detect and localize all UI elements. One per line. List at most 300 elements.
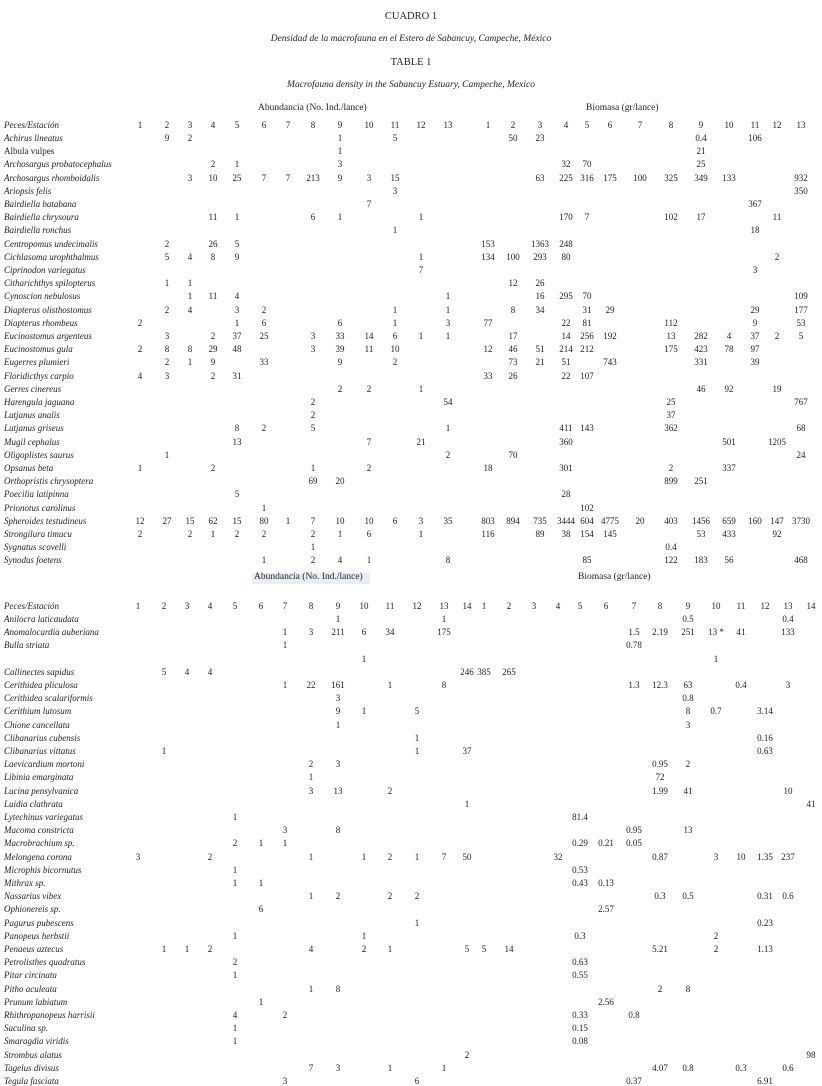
biomass-value: 2	[657, 983, 663, 994]
biomass-station-header: 7	[637, 120, 643, 130]
abundance-value: 1	[258, 878, 264, 888]
biomass-value: 767	[794, 397, 808, 407]
biomass-station-header: 6	[607, 120, 613, 130]
abundance-value: 246	[460, 666, 474, 677]
species-name: Diapterus olisthostomus	[4, 304, 92, 315]
biomass-value: 20	[635, 515, 645, 526]
abundance-value: 2	[210, 331, 216, 341]
abundance-value: 69	[308, 476, 318, 487]
biomass-value: 0.7	[710, 706, 722, 717]
biomass-value: 143	[580, 423, 594, 434]
biomass-value: 192	[603, 331, 617, 341]
biomass-value: 46	[508, 344, 518, 355]
biomass-value: 899	[664, 476, 678, 487]
abundance-value: 3	[282, 1076, 288, 1086]
abundance-station-header: 2	[161, 601, 167, 611]
biomass-station-header: 11	[750, 120, 760, 130]
abundance-value: 1	[361, 653, 367, 664]
abundance-station-header: 12	[412, 601, 422, 611]
biomass-value: 183	[694, 555, 708, 566]
biomass-station-header: 12	[760, 601, 770, 611]
species-name: Macrobrachium sp.	[4, 838, 75, 849]
abundance-value: 9	[164, 133, 170, 143]
abundance-station-header: 4	[210, 120, 216, 130]
abundance-value: 1	[387, 944, 393, 954]
abundance-value: 1	[418, 331, 424, 341]
biomass-value: 153	[481, 238, 495, 249]
biomass-value: 0.31	[757, 891, 773, 902]
biomass-value: 21	[535, 357, 545, 368]
abundance-value: 5	[161, 666, 167, 677]
biomass-value: 13	[666, 331, 676, 341]
biomass-value: 109	[794, 291, 808, 302]
biomass-value: 225	[559, 172, 573, 183]
abundance-value: 13	[333, 785, 343, 796]
species-name: Pagurus pubescens	[4, 917, 74, 928]
abundance-value: 2	[137, 317, 143, 328]
species-name: Diapterus rhombeus	[4, 317, 78, 328]
biomass-value: 50	[508, 133, 518, 143]
biomass-value: 256	[580, 331, 594, 341]
abundance-value: 2	[261, 423, 267, 434]
biomass-value: 100	[506, 251, 520, 262]
biomass-value: 63	[683, 680, 693, 690]
abundance-value: 22	[306, 680, 316, 690]
biomass-value: 325	[664, 172, 678, 183]
abundance-value: 20	[335, 476, 345, 487]
abundance-value: 4	[184, 666, 190, 677]
biomass-value: 403	[664, 515, 678, 526]
biomass-value: 10	[783, 785, 793, 796]
abundance-value: 7	[441, 851, 447, 862]
abundance-value: 3	[445, 317, 451, 328]
abundance-value: 5	[464, 944, 470, 954]
species-name: Callinectes sapidus	[4, 666, 75, 677]
abundance-station-header: 2	[164, 120, 170, 130]
abundance-value: 1	[414, 917, 420, 928]
species-name: Microphis bicornutus	[4, 864, 82, 875]
biomass-value: 2	[713, 944, 719, 954]
biomass-value: 51	[561, 357, 571, 368]
abundance-value: 8	[210, 251, 216, 262]
biomass-value: 251	[694, 476, 708, 487]
abundance-value: 1	[445, 291, 451, 302]
species-name: Prionotus carolinus	[4, 502, 76, 513]
species-name: Floridicthys carpio	[4, 370, 74, 381]
species-name: Cerithium lutosum	[4, 706, 72, 717]
abundance-value: 31	[232, 370, 242, 381]
abundance-value: 6	[392, 331, 398, 341]
abundance-value: 3	[308, 785, 314, 796]
biomass-value: 932	[794, 172, 808, 183]
biomass-value: 659	[722, 515, 736, 526]
biomass-value: 0.3	[574, 930, 586, 941]
abundance-station-header: 13	[443, 120, 453, 130]
biomass-value: 2.57	[598, 904, 614, 915]
biomass-value: 0.4	[735, 680, 747, 690]
biomass-value: 3	[685, 719, 691, 730]
invert-abundance-header: Abundancia (No. Ind./lance)	[254, 572, 363, 582]
species-name: Tegula fasciata	[4, 1076, 59, 1086]
biomass-value: 6.91	[757, 1076, 773, 1086]
abundance-value: 3	[418, 515, 424, 526]
biomass-value: 53	[796, 317, 806, 328]
abundance-value: 25	[259, 331, 269, 341]
abundance-station-header: 13	[439, 601, 449, 611]
biomass-value: 1363	[531, 238, 549, 249]
abundance-value: 1	[232, 930, 238, 941]
species-name: Melongena corona	[4, 851, 72, 862]
biomass-value: 51	[535, 344, 545, 355]
biomass-value: 894	[506, 515, 520, 526]
biomass-value: 23	[535, 133, 545, 143]
abundance-value: 25	[232, 172, 242, 183]
biomass-value: 3.14	[757, 706, 773, 717]
abundance-value: 6	[366, 529, 372, 539]
abundance-station-header: 12	[416, 120, 426, 130]
abundance-value: 1	[232, 864, 238, 875]
abundance-value: 7	[366, 199, 372, 209]
biomass-value: 33	[483, 370, 493, 381]
abundance-value: 6	[392, 515, 398, 526]
biomass-station-header: 10	[724, 120, 734, 130]
species-name: Nassarius vibex	[4, 891, 62, 902]
abundance-value: 1	[210, 529, 216, 539]
species-name: Eucinostomus argenteus	[4, 331, 92, 341]
abundance-value: 1	[414, 746, 420, 756]
biomass-value: 433	[722, 529, 736, 539]
biomass-value: 0.8	[682, 693, 694, 704]
biomass-value: 1205	[768, 436, 786, 447]
abundance-value: 3	[164, 370, 170, 381]
biomass-value: 11	[772, 212, 782, 223]
species-name: Chione cancellata	[4, 719, 70, 730]
column-label: Peces/Estación	[4, 601, 59, 611]
abundance-value: 7	[261, 172, 267, 183]
biomass-value: 81.4	[572, 812, 588, 822]
subtitle-spanish: Densidad de la macrofauna en el Estero de Sabancuy, Campeche, México	[270, 34, 552, 44]
biomass-value: 122	[664, 555, 678, 566]
abundance-value: 2	[282, 1010, 288, 1020]
abundance-value: 2	[261, 529, 267, 539]
biomass-value: 14	[504, 944, 514, 954]
abundance-station-header: 14	[462, 601, 472, 611]
biomass-value: 8	[685, 983, 691, 994]
abundance-value: 1	[418, 383, 424, 394]
abundance-value: 1	[282, 838, 288, 849]
abundance-value: 9	[337, 172, 343, 183]
abundance-value: 2	[366, 463, 372, 473]
abundance-value: 1	[137, 463, 143, 473]
biomass-station-header: 3	[531, 601, 537, 611]
abundance-value: 6	[261, 317, 267, 328]
abundance-value: 2	[164, 357, 170, 368]
biomass-station-header: 4	[563, 120, 569, 130]
biomass-value: 10	[736, 851, 746, 862]
abundance-value: 2	[164, 304, 170, 315]
biomass-value: 350	[794, 185, 808, 196]
species-name: Anomalocardia auberiana	[4, 627, 99, 638]
abundance-value: 3	[164, 331, 170, 341]
biomass-value: 0.63	[757, 746, 773, 756]
abundance-value: 3	[135, 851, 141, 862]
abundance-value: 9	[234, 251, 240, 262]
biomass-value: 175	[664, 344, 678, 355]
biomass-value: 385	[477, 666, 491, 677]
biomass-value: 160	[748, 515, 762, 526]
abundance-value: 1	[234, 317, 240, 328]
species-name: Panopeus herbstii	[4, 930, 70, 941]
abundance-value: 1	[335, 614, 341, 624]
biomass-value: 0.08	[572, 1036, 588, 1047]
biomass-station-header: 8	[668, 120, 674, 130]
abundance-value: 6	[414, 1076, 420, 1086]
abundance-value: 2	[445, 449, 451, 460]
species-name: Archosargus probatocephalus	[4, 159, 112, 170]
biomass-value: 77	[483, 317, 493, 328]
biomass-station-header: 13	[783, 601, 793, 611]
abundance-value: 2	[232, 838, 238, 849]
species-name: Lutjanus analis	[4, 410, 60, 421]
abundance-value: 9	[335, 706, 341, 717]
abundance-value: 4	[137, 370, 143, 381]
abundance-value: 37	[232, 331, 242, 341]
biomass-station-header: 10	[711, 601, 721, 611]
abundance-value: 1	[335, 719, 341, 730]
abundance-value: 35	[443, 515, 453, 526]
biomass-value: 423	[694, 344, 708, 355]
biomass-value: 24	[796, 449, 806, 460]
biomass-value: 1456	[692, 515, 710, 526]
abundance-value: 7	[310, 515, 316, 526]
biomass-value: 133	[781, 627, 795, 638]
biomass-value: 468	[794, 555, 808, 566]
biomass-station-header: 11	[736, 601, 746, 611]
biomass-value: 1.35	[757, 851, 773, 862]
biomass-value: 56	[724, 555, 734, 566]
species-name: Mithrax sp.	[4, 878, 46, 888]
abundance-value: 15	[185, 515, 195, 526]
biomass-station-header: 12	[772, 120, 782, 130]
biomass-value: 4.07	[652, 1062, 668, 1073]
biomass-value: 0.95	[626, 825, 642, 836]
biomass-value: 0.8	[628, 1010, 640, 1020]
abundance-value: 3	[335, 759, 341, 770]
abundance-value: 1	[261, 555, 267, 566]
abundance-value: 211	[331, 627, 345, 638]
biomass-value: 12.3	[652, 680, 668, 690]
biomass-value: 37	[666, 410, 676, 421]
abundance-value: 1	[361, 851, 367, 862]
abundance-value: 5	[234, 489, 240, 500]
biomass-value: 22	[561, 317, 571, 328]
biomass-station-header: 3	[537, 120, 543, 130]
abundance-value: 4	[234, 291, 240, 302]
biomass-value: 2	[685, 759, 691, 770]
abundance-value: 1	[308, 983, 314, 994]
biomass-station-header: 1	[481, 601, 487, 611]
abundance-value: 11	[364, 344, 374, 355]
abundance-station-header: 7	[282, 601, 288, 611]
species-name: Harengula jaguana	[4, 397, 75, 407]
abundance-value: 2	[187, 133, 193, 143]
abundance-value: 4	[232, 1010, 238, 1020]
species-name: Cerithidea pliculosa	[4, 680, 78, 690]
biomass-value: 411	[559, 423, 573, 434]
biomass-value: 803	[481, 515, 495, 526]
abundance-value: 2	[464, 1049, 470, 1060]
biomass-value: 26	[508, 370, 518, 381]
abundance-value: 1	[418, 251, 424, 262]
abundance-value: 1	[366, 555, 372, 566]
biomass-value: 81	[582, 317, 592, 328]
biomass-value: 2.56	[598, 996, 614, 1007]
biomass-value: 8	[510, 304, 516, 315]
biomass-value: 331	[694, 357, 708, 368]
biomass-value: 70	[582, 159, 592, 170]
abundance-value: 1	[310, 542, 316, 553]
abundance-station-header: 4	[207, 601, 213, 611]
species-name: Cichlasoma urophthalmus	[4, 251, 99, 262]
abundance-value: 2	[308, 759, 314, 770]
species-name: Gerres cinereus	[4, 383, 62, 394]
abundance-value: 2	[335, 891, 341, 902]
abundance-value: 5	[414, 706, 420, 717]
abundance-value: 4	[187, 251, 193, 262]
abundance-value: 4	[337, 555, 343, 566]
abundance-station-header: 1	[135, 601, 141, 611]
species-name: Poecilia latipinna	[4, 489, 69, 500]
fish-biomass-header: Biomasa (gr/lance)	[586, 103, 659, 113]
abundance-value: 1	[234, 159, 240, 170]
biomass-value: 2	[668, 463, 674, 473]
abundance-value: 1	[187, 291, 193, 302]
species-name: Lucina pensylvanica	[4, 785, 79, 796]
biomass-value: 0.6	[782, 1062, 794, 1073]
biomass-station-header: 2	[506, 601, 512, 611]
biomass-value: 72	[655, 772, 665, 783]
species-name: Orthopristis chrysoptera	[4, 476, 94, 487]
species-name: Eugerres plumieri	[4, 357, 70, 368]
abundance-value: 1	[337, 146, 343, 157]
species-name: Laevicardium mortoni	[4, 759, 85, 770]
abundance-value: 13	[232, 436, 242, 447]
biomass-value: 9	[752, 317, 758, 328]
biomass-value: 0.53	[572, 864, 588, 875]
biomass-station-header: 5	[584, 120, 590, 130]
abundance-value: 3	[282, 825, 288, 836]
biomass-value: 147	[770, 515, 784, 526]
abundance-value: 2	[261, 304, 267, 315]
biomass-value: 17	[508, 331, 518, 341]
species-name: Citharichthys spilopterus	[4, 278, 96, 289]
biomass-value: 0.78	[626, 640, 642, 651]
species-name: Ciprinodon variegatus	[4, 265, 86, 275]
biomass-value: 133	[722, 172, 736, 183]
abundance-value: 2	[387, 891, 393, 902]
abundance-value: 1	[308, 851, 314, 862]
abundance-value: 80	[259, 515, 269, 526]
biomass-value: 68	[796, 423, 806, 434]
abundance-value: 8	[335, 983, 341, 994]
biomass-value: 92	[724, 383, 734, 394]
abundance-station-header: 11	[390, 120, 400, 130]
abundance-value: 2	[387, 851, 393, 862]
abundance-station-header: 11	[385, 601, 395, 611]
abundance-value: 1	[464, 798, 470, 809]
biomass-value: 46	[696, 383, 706, 394]
species-name: Clibanarius cubensis	[4, 732, 81, 743]
abundance-value: 2	[207, 851, 213, 862]
abundance-station-header: 5	[232, 601, 238, 611]
abundance-value: 10	[390, 344, 400, 355]
abundance-value: 2	[392, 357, 398, 368]
species-name: Clibanarius vittatus	[4, 746, 76, 756]
biomass-value: 301	[559, 463, 573, 473]
abundance-value: 1	[161, 746, 167, 756]
species-name: Tagelus divisus	[4, 1062, 59, 1073]
abundance-value: 3	[366, 172, 372, 183]
abundance-value: 2	[310, 555, 316, 566]
abundance-value: 33	[335, 331, 345, 341]
abundance-value: 2	[137, 344, 143, 355]
biomass-value: 0.4	[782, 614, 794, 624]
abundance-value: 11	[208, 212, 218, 223]
abundance-value: 1	[164, 278, 170, 289]
abundance-value: 213	[306, 172, 320, 183]
abundance-station-header: 10	[359, 601, 369, 611]
abundance-value: 3	[234, 304, 240, 315]
biomass-station-header: 6	[603, 601, 609, 611]
abundance-station-header: 9	[335, 601, 341, 611]
abundance-value: 1	[232, 1023, 238, 1034]
biomass-value: 316	[580, 172, 594, 183]
abundance-value: 7	[418, 265, 424, 275]
abundance-value: 3	[335, 693, 341, 704]
biomass-value: 0.3	[654, 891, 666, 902]
abundance-value: 1	[184, 944, 190, 954]
abundance-value: 2	[414, 891, 420, 902]
biomass-value: 70	[508, 449, 518, 460]
abundance-value: 2	[232, 957, 238, 968]
abundance-value: 7	[366, 436, 372, 447]
biomass-value: 98	[806, 1049, 816, 1060]
abundance-value: 7	[308, 1062, 314, 1073]
biomass-value: 97	[750, 344, 760, 355]
abundance-value: 39	[335, 344, 345, 355]
biomass-value: 0.8	[682, 1062, 694, 1073]
abundance-value: 1	[387, 680, 393, 690]
species-name: Ariopsis felis	[4, 185, 52, 196]
biomass-value: 1.3	[628, 680, 640, 690]
abundance-value: 1	[414, 732, 420, 743]
biomass-value: 0.4	[695, 133, 707, 143]
abundance-value: 11	[208, 291, 218, 302]
species-name: Strongilura timucu	[4, 529, 72, 539]
abundance-value: 8	[441, 680, 447, 690]
species-name: Rhithropanopeus harrisii	[4, 1010, 95, 1020]
biomass-station-header: 1	[485, 120, 491, 130]
biomass-value: 0.15	[572, 1023, 588, 1034]
biomass-value: 501	[722, 436, 736, 447]
species-name: Prunum labiatum	[4, 996, 68, 1007]
abundance-value: 2	[387, 785, 393, 796]
abundance-value: 175	[437, 627, 451, 638]
abundance-value: 1	[258, 996, 264, 1007]
species-name: Bairdiella chrysoura	[4, 212, 79, 223]
biomass-value: 34	[535, 304, 545, 315]
biomass-value: 0.4	[665, 542, 677, 553]
